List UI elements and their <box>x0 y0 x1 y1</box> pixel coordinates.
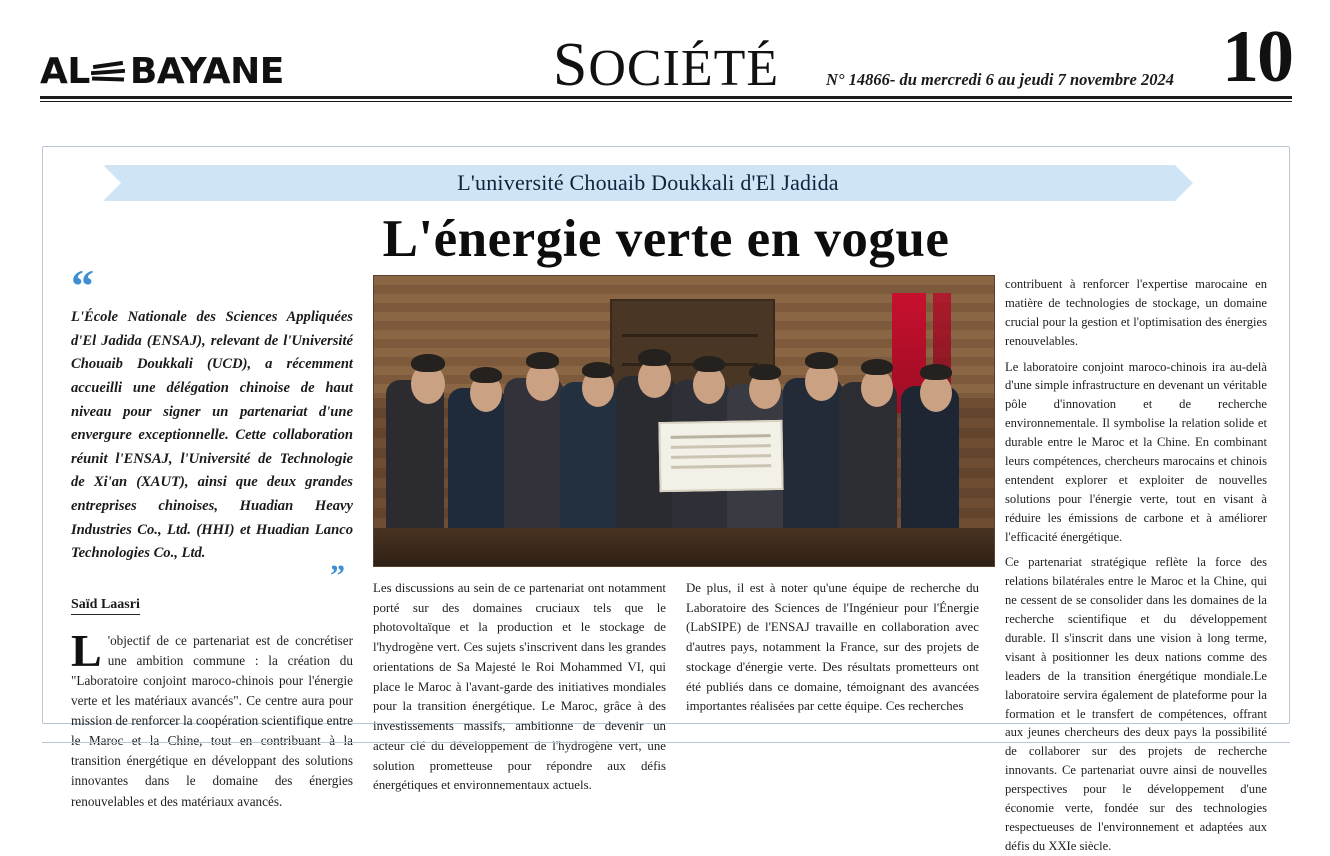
paragraph: contribuent à renforcer l'expertise marocaine en matière de technologies de stockage, un domaine crucial pour la gestion et l'optimisation des énergies renouvelables. <box>1005 277 1267 348</box>
column-left-paragraph: 'objectif de ce partenariat est de concrétiser une ambition commune : la création du "Laboratoire conjoint maroco-chinois pour l'énergie verte et les matériaux avancés". Ce centre aura pour mission de renforcer la coopération scientifique entre le Maroc et la Chine, tout en contribuant à la transition énergétique en développant des solutions innovantes dans le domaine des énergies renouvelables et des matériaux avancés. <box>71 633 353 809</box>
photo-table <box>374 528 994 566</box>
article-byline: Saïd Laasri <box>71 597 140 615</box>
photo-certificate <box>659 420 784 492</box>
page-number: 10 <box>1222 16 1292 98</box>
article-photo <box>373 275 995 567</box>
lead-quote-text: L'École Nationale des Sciences Appliquées d'El Jadida (ENSAJ), relevant de l'Université Chouaib Doukkali (UCD), a récemment accueilli une délégation chinoise de haut niveau pour signer un partenariat d'une envergure exceptionnelle. Cette collaboration réunit l'ENSAJ, l'Université de Technologie de Xi'an (XAUT), ainsi que deux grandes entreprises chinoises, Huadian Heavy Industries Co., Ltd. (HHI) et Huadian Lanco Technologies Co., Ltd. <box>71 309 353 562</box>
column-left-body <box>71 625 353 812</box>
paragraph: Ce partenariat stratégique reflète la force des relations bilatérales entre le Maroc et la Chine, qui ne cessent de se consolider dans les domaines de la recherche scientifique et du développement durable. Il s'inscrit dans une vision à long terme, visant à positionner les deux nations comme des leaders de la transition énergétique mondiale.Le laboratoire servira également de plateforme pour la formation et le transfert de compétences, offrant aux jeunes chercheurs des deux pays la possibilité de collaborer sur des projets de recherche innovants. Ce partenariat ouvre ainsi de nouvelles perspectives pour le développement d'une économie verte, fondée sur des technologies respectueuses de l'environnement et adaptées aux défis du XXIe siècle. <box>1005 555 1267 853</box>
quote-open-mark: “ <box>71 260 94 311</box>
photo-person-6-hair <box>693 356 725 372</box>
photo-person-1 <box>386 380 444 528</box>
kicker-label: L'université Chouaib Doukkali d'El Jadida <box>457 170 839 195</box>
section-title-rest: OCIÉTÉ <box>588 40 780 97</box>
column-right <box>1005 275 1267 856</box>
page-bottom-divider <box>42 742 1290 743</box>
photo-person-8 <box>783 378 843 528</box>
masthead-divider-thin <box>40 101 1292 102</box>
column-mid-a-body <box>373 579 666 796</box>
article-headline: L'énergie verte en vogue <box>382 210 950 268</box>
article-kicker <box>103 165 1193 201</box>
masthead <box>40 16 1292 99</box>
logo-text-left: AL <box>40 51 90 92</box>
section-title-initial: S <box>552 31 589 99</box>
column-mid-a <box>373 579 666 796</box>
newspaper-stack-icon <box>91 59 129 85</box>
photo-person-1-hair <box>411 354 445 372</box>
paragraph: Le laboratoire conjoint maroco-chinois ira au-delà d'une simple infrastructure en devenant un véritable pôle d'innovation et de recherche environnementale. Il symbolise la relation solide et durable entre le Maroc et la Chine. En combinant leurs compétences, chercheurs marocains et chinois entendent explorer et exploiter de nouvelles solutions pour l'énergie verte, tout en visant à réduire les émissions de carbone et à améliorer l'efficacité énergétique. <box>1005 359 1267 544</box>
newspaper-logo <box>40 51 284 92</box>
quote-close-mark: ” <box>330 559 345 593</box>
column-mid-b-body <box>686 579 979 717</box>
photo-person-8-hair <box>805 352 838 369</box>
paragraph: Les discussions au sein de ce partenariat ont notamment porté sur des domaines cruciaux tels que le photovoltaïque et la production et le stockage de l'hydrogène vert. Ces sujets s'inscrivent dans les grandes orientations de Sa Majesté le Roi Mohammed VI, qui place le Maroc à l'avant-garde des initiatives mondiales pour la transition énergétique. Le Maroc, grâce à des investissements massifs, ambitionne de devenir un acteur clé du développement de l'hydrogène vert, une solution prometteuse pour répondre aux défis énergétiques et environnementaux actuels. <box>373 581 666 793</box>
issue-line: N° 14866- du mercredi 6 au jeudi 7 novembre 2024 <box>825 70 1174 89</box>
photo-person-4-hair <box>582 362 614 378</box>
masthead-divider <box>40 96 1292 99</box>
photo-shelf-1 <box>622 334 758 337</box>
column-left <box>71 260 353 812</box>
column-mid-b <box>686 579 979 717</box>
photo-person-3 <box>504 378 564 528</box>
photo-person-3-hair <box>526 352 559 369</box>
photo-person-9-hair <box>861 359 893 375</box>
photo-person-7-hair <box>749 364 781 380</box>
section-title <box>552 31 780 99</box>
logo-text-right: BAYANE <box>129 51 284 92</box>
photo-person-5-hair <box>638 349 671 366</box>
photo-person-2-hair <box>470 367 502 383</box>
column-right-body <box>1005 275 1267 856</box>
article-frame <box>42 146 1290 853</box>
photo-person-10-hair <box>920 364 952 380</box>
drop-cap: L <box>71 625 102 677</box>
paragraph: De plus, il est à noter qu'une équipe de recherche du Laboratoire des Sciences de l'Ingénieur pour l'Énergie (LabSIPE) de l'ENSAJ travaille en collaboration avec d'autres pays, notamment la France, sur des projets de stockage d'énergie verte. Des résultats prometteurs ont été publiés dans ce domaine, témoignant des avancées importantes réalisées par cette équipe. Ces recherches <box>686 581 979 714</box>
